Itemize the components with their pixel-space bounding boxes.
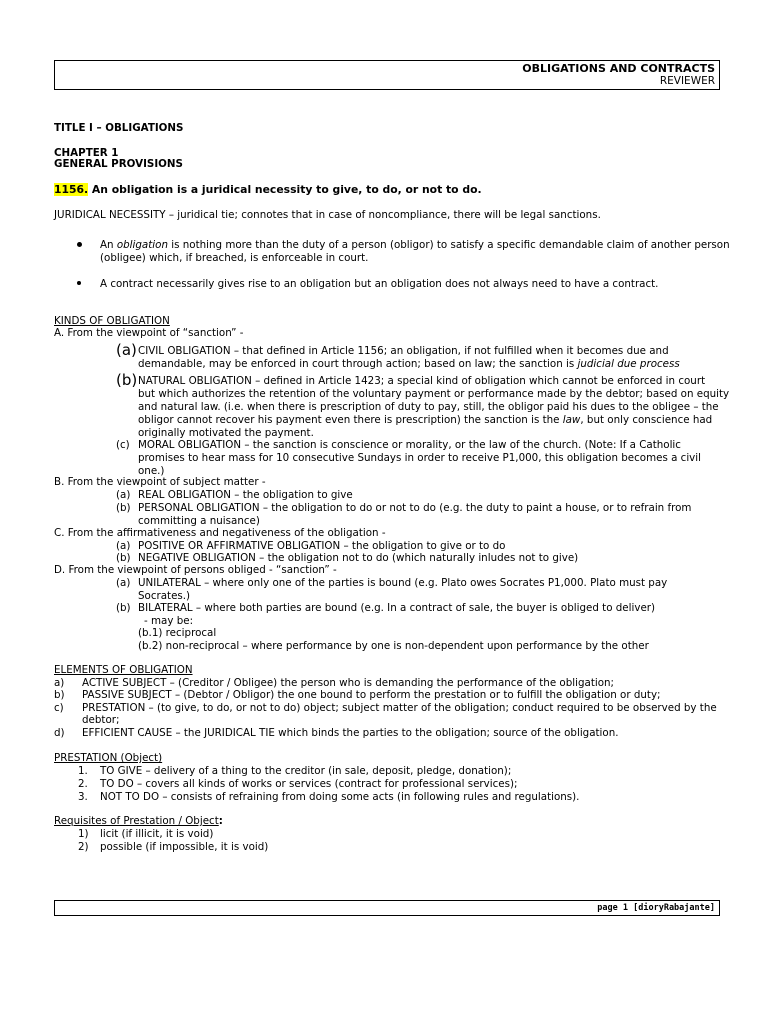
kinds-a-c-label: (c) bbox=[116, 439, 130, 451]
kinds-bilateral-reciprocal: (b.1) reciprocal bbox=[138, 627, 217, 639]
kinds-d-a-label: (a) bbox=[116, 577, 131, 589]
kinds-a-a-label: (a) bbox=[116, 341, 137, 359]
title-heading: TITLE I – OBLIGATIONS bbox=[54, 122, 184, 134]
kinds-personal-obligation: PERSONAL OBLIGATION – the obligation to do or not to do (e.g. the duty to paint a house, or to refrain from bbox=[138, 502, 692, 514]
kinds-civil-obligation-line2: demandable, may be enforced in court through action; based on law; the sanction is judicial due process bbox=[138, 358, 680, 370]
requisites-item-2-label: 2) bbox=[78, 841, 89, 853]
prestation-item-2-label: 2. bbox=[78, 778, 88, 790]
kinds-natural-obligation-line3: and natural law. (i.e. when there is prescription of duty to pay, still, the obligor paid his dues to the obligee – the bbox=[138, 401, 719, 413]
footer-page-label: page 1 [dioryRabajante] bbox=[597, 903, 715, 913]
kinds-d-heading: D. From the viewpoint of persons obliged - “sanction” - bbox=[54, 564, 337, 576]
elements-prestation-line2: debtor; bbox=[82, 714, 120, 726]
kinds-natural-obligation: NATURAL OBLIGATION – defined in Article 1423; a special kind of obligation which cannot be enforced in court bbox=[138, 375, 706, 387]
requisites-possible: possible (if impossible, it is void) bbox=[100, 841, 269, 853]
bullet-obligation-definition: An obligation is nothing more than the duty of a person (obligor) to satisfy a specific demandable claim of another person bbox=[100, 239, 730, 251]
kinds-natural-obligation-line2: but which authorizes the retention of the voluntary payment or performance made by the debtor; based on equity bbox=[138, 388, 730, 400]
elements-efficient-cause: EFFICIENT CAUSE – the JURIDICAL TIE which binds the parties to the obligation; source of the obligation. bbox=[82, 727, 619, 739]
header-subtitle: REVIEWER bbox=[659, 75, 715, 87]
kinds-civil-obligation: CIVIL OBLIGATION – that defined in Article 1156; an obligation, if not fulfilled when it becomes due and bbox=[138, 345, 669, 357]
kinds-moral-obligation: MORAL OBLIGATION – the sanction is conscience or morality, or the law of the church. (Note: If a Catholic bbox=[138, 439, 681, 451]
kinds-heading: KINDS OF OBLIGATION bbox=[54, 315, 170, 327]
kinds-b-a-label: (a) bbox=[116, 489, 131, 501]
prestation-heading: PRESTATION (Object) bbox=[54, 752, 163, 764]
kinds-positive-obligation: POSITIVE OR AFFIRMATIVE OBLIGATION – the obligation to give or to do bbox=[138, 540, 506, 552]
kinds-bilateral-non-reciprocal: (b.2) non-reciprocal – where performance by one is non-dependent upon performance by the other bbox=[138, 640, 649, 652]
prestation-to-give: TO GIVE – delivery of a thing to the creditor (in sale, deposit, pledge, donation); bbox=[100, 765, 512, 777]
requisites-licit: licit (if illicit, it is void) bbox=[100, 828, 214, 840]
elements-passive-subject: PASSIVE SUBJECT – (Debtor / Obligor) the one bound to perform the prestation or to fulfill the obligation or duty; bbox=[82, 689, 661, 701]
page-header bbox=[54, 60, 720, 90]
kinds-a-b-label: (b) bbox=[116, 371, 138, 389]
elements-a-label: a) bbox=[54, 677, 65, 689]
requisites-item-1-label: 1) bbox=[78, 828, 89, 840]
kinds-b-heading: B. From the viewpoint of subject matter - bbox=[54, 476, 266, 488]
prestation-item-3-label: 3. bbox=[78, 791, 88, 803]
article-1156 bbox=[54, 184, 482, 197]
kinds-a-heading: A. From the viewpoint of “sanction” - bbox=[54, 327, 244, 339]
prestation-not-to-do: NOT TO DO – consists of refraining from doing some acts (in following rules and regulations). bbox=[100, 791, 580, 803]
kinds-bilateral-may-be: - may be: bbox=[144, 615, 194, 627]
juridical-necessity-definition: JURIDICAL NECESSITY – juridical tie; connotes that in case of noncompliance, there will be legal sanctions. bbox=[54, 209, 601, 221]
page-footer bbox=[54, 900, 720, 916]
elements-d-label: d) bbox=[54, 727, 65, 739]
kinds-b-b-label: (b) bbox=[116, 502, 131, 514]
chapter-heading: CHAPTER 1 bbox=[54, 147, 119, 159]
kinds-unilateral: UNILATERAL – where only one of the parties is bound (e.g. Plato owes Socrates P1,000. Plato must pay bbox=[138, 577, 668, 589]
kinds-c-heading: C. From the affirmativeness and negativeness of the obligation - bbox=[54, 527, 386, 539]
chapter-subheading: GENERAL PROVISIONS bbox=[54, 158, 183, 170]
bullet-obligation-definition-line2: (obligee) which, if breached, is enforceable in court. bbox=[100, 252, 369, 264]
elements-prestation: PRESTATION – (to give, to do, or not to do) object; subject matter of the obligation; conduct required to be observed by the bbox=[82, 702, 717, 714]
bullet-icon bbox=[77, 281, 81, 285]
requisites-heading: Requisites of Prestation / Object: bbox=[54, 815, 223, 827]
prestation-item-1-label: 1. bbox=[78, 765, 88, 777]
kinds-moral-obligation-line3: one.) bbox=[138, 465, 165, 477]
bullet-icon bbox=[77, 242, 82, 247]
kinds-real-obligation: REAL OBLIGATION – the obligation to give bbox=[138, 489, 353, 501]
kinds-natural-obligation-line5: originally motivated the payment. bbox=[138, 427, 314, 439]
kinds-c-b-label: (b) bbox=[116, 552, 131, 564]
article-number: 1156. bbox=[54, 183, 89, 196]
header-title: OBLIGATIONS AND CONTRACTS bbox=[522, 62, 715, 75]
kinds-personal-obligation-line2: committing a nuisance) bbox=[138, 515, 260, 527]
elements-active-subject: ACTIVE SUBJECT – (Creditor / Obligee) the person who is demanding the performance of the obligation; bbox=[82, 677, 615, 689]
kinds-bilateral: BILATERAL – where both parties are bound (e.g. In a contract of sale, the buyer is obliged to deliver) bbox=[138, 602, 656, 614]
kinds-d-b-label: (b) bbox=[116, 602, 131, 614]
kinds-unilateral-line2: Socrates.) bbox=[138, 590, 191, 602]
elements-heading: ELEMENTS OF OBLIGATION bbox=[54, 664, 193, 676]
kinds-c-a-label: (a) bbox=[116, 540, 131, 552]
kinds-natural-obligation-line4: obligor cannot recover his payment even there is prescription) the sanction is the law, but only conscience had bbox=[138, 414, 713, 426]
kinds-moral-obligation-line2: promises to hear mass for 10 consecutive Sundays in order to receive P1,000, this obligation becomes a civil bbox=[138, 452, 702, 464]
elements-b-label: b) bbox=[54, 689, 65, 701]
prestation-to-do: TO DO – covers all kinds of works or services (contract for professional services); bbox=[100, 778, 518, 790]
kinds-negative-obligation: NEGATIVE OBLIGATION – the obligation not to do (which naturally inludes not to give) bbox=[138, 552, 579, 564]
elements-c-label: c) bbox=[54, 702, 64, 714]
bullet-contract-note: A contract necessarily gives rise to an obligation but an obligation does not always need to have a contract. bbox=[100, 278, 659, 290]
article-text: An obligation is a juridical necessity to give, to do, or not to do. bbox=[88, 183, 482, 196]
